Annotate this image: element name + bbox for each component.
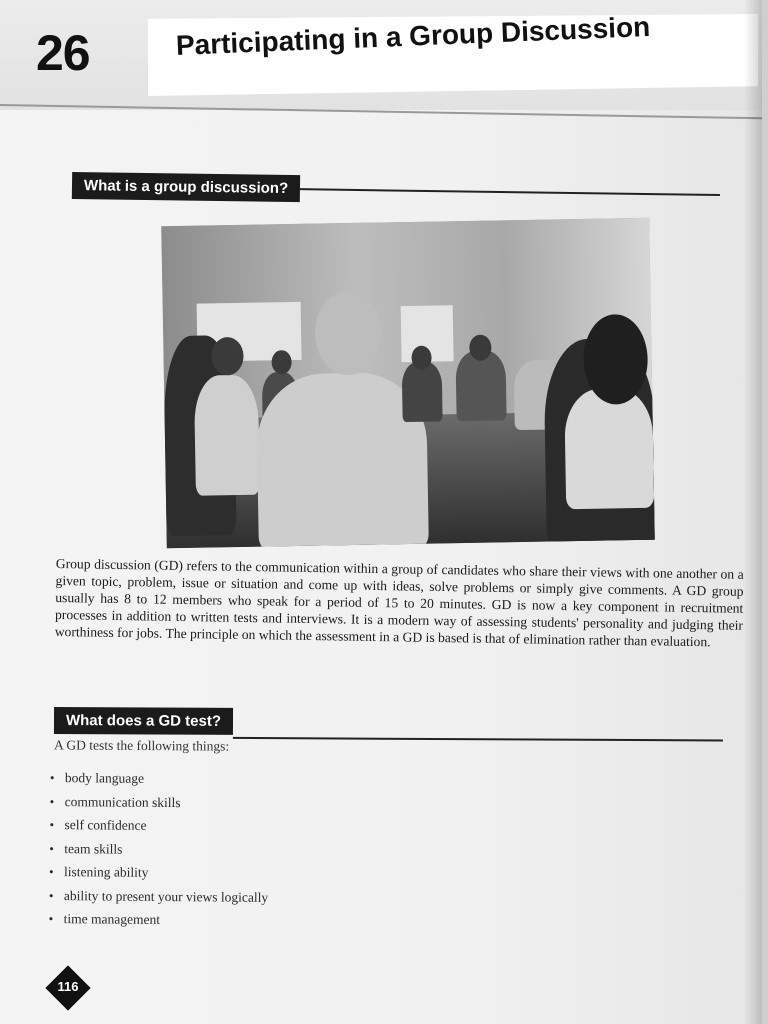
list-item: • listening ability: [49, 860, 269, 885]
list-item: • self confidence: [49, 813, 269, 838]
photo-person: [194, 375, 260, 496]
bullet-icon: •: [48, 910, 54, 927]
section-heading-label: What is a group discussion?: [72, 172, 301, 202]
gd-test-list: [49, 766, 270, 932]
list-intro: A GD tests the following things:: [53, 737, 230, 754]
bullet-icon: •: [49, 816, 55, 833]
chapter-number: 26: [36, 25, 90, 81]
section-rule: [300, 188, 720, 196]
section-heading-what-is-gd: [72, 172, 721, 208]
bullet-icon: •: [49, 769, 55, 786]
page-edge-shadow: [744, 0, 762, 1024]
list-item: • communication skills: [50, 789, 270, 814]
definition-paragraph: Group discussion (GD) refers to the communication within a group of candidates who share their views with one another on a given topic, problem, issue or situation and come up with ideas, solve problems or simply give comments. A GD group usually has 8 to 12 members who speak for a period of 15 to 20 minutes. GD is now a key component in recruitment processes in addition to written tests and interviews. It is a modern way of assessing students' personality and judging their worthiness for jobs. The principle on which the assessment in a GD is based is that of elimination rather than evaluation.: [54, 555, 744, 650]
photo-person: [455, 350, 506, 421]
group-discussion-photo: [161, 218, 655, 548]
page-number-badge: [46, 966, 90, 1010]
bullet-icon: •: [49, 840, 54, 856]
bullet-icon: •: [49, 793, 55, 809]
bullet-icon: •: [48, 887, 54, 903]
list-item: • team skills: [49, 836, 269, 861]
section-rule: [233, 737, 723, 742]
section-heading-what-gd-tests: [54, 702, 723, 742]
page-number: 116: [57, 979, 79, 994]
list-item: • body language: [50, 766, 270, 791]
list-item: • time management: [49, 907, 269, 932]
bullet-icon: •: [49, 863, 54, 880]
chapter-title: Participating in a Group Discussion: [175, 10, 651, 61]
list-item: • ability to present your views logically: [49, 883, 269, 908]
photo-person: [402, 361, 443, 422]
photo-person: [564, 388, 654, 510]
section-heading-label: What does a GD test?: [54, 707, 233, 735]
